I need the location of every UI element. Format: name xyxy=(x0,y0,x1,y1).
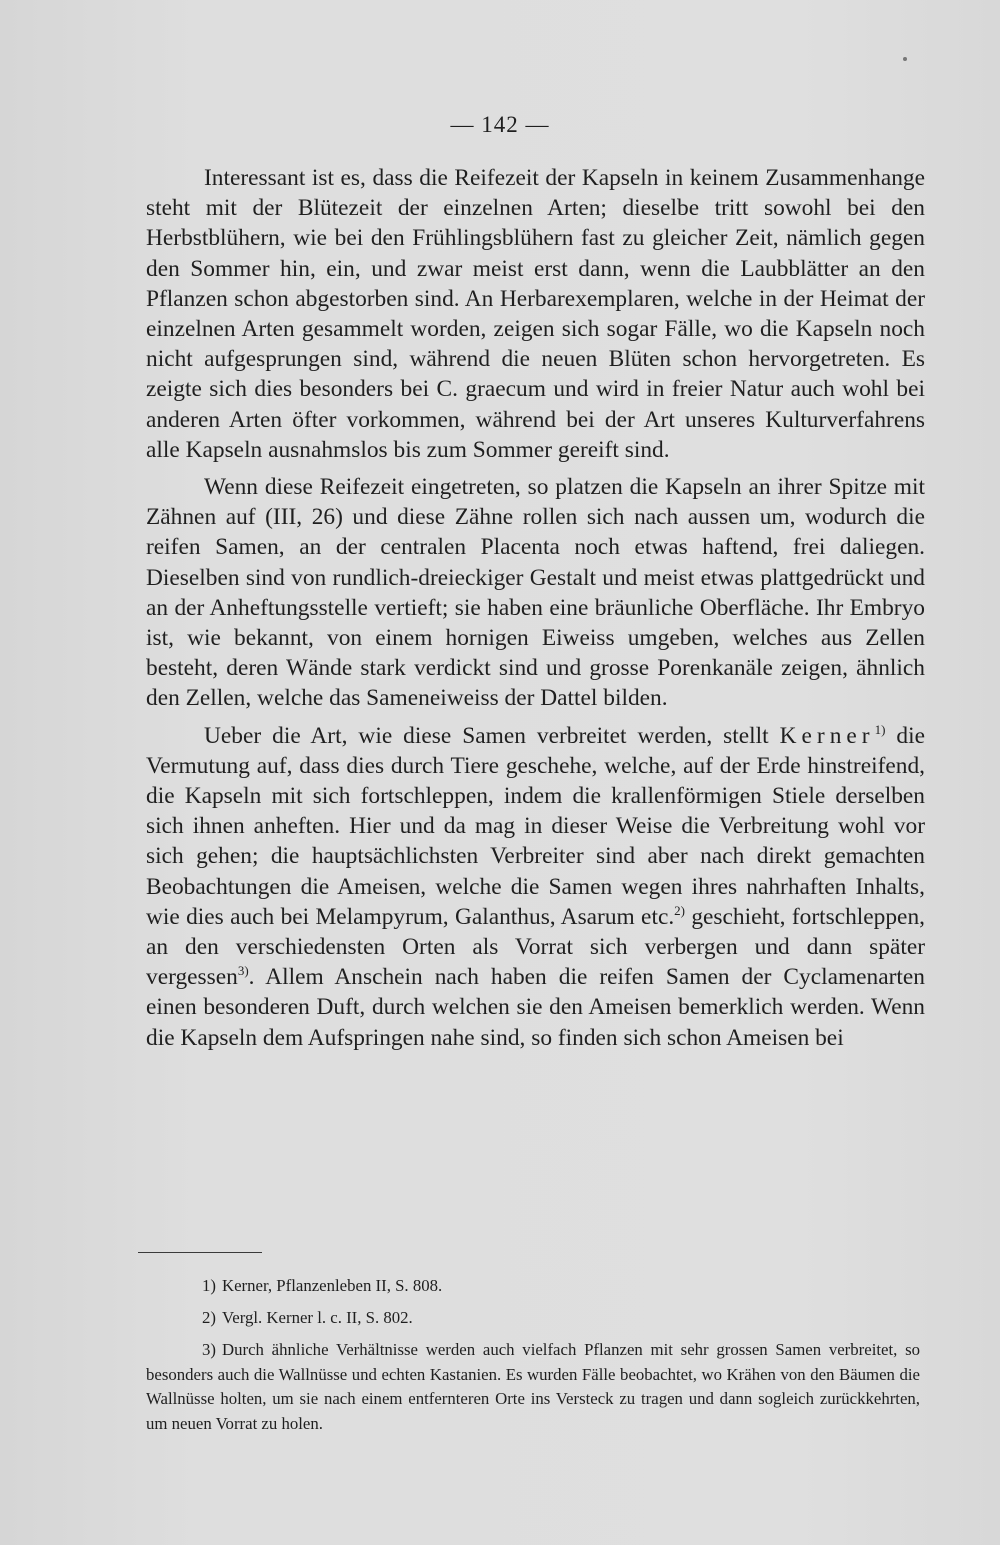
footnote-2 xyxy=(146,1306,920,1331)
paragraph-reifezeit xyxy=(146,163,925,465)
author-name-spaced: Kerner xyxy=(779,722,875,749)
page-number: — 142 — xyxy=(450,112,550,137)
paragraph-text: . Allem Anschein nach haben die reifen Samen der Cyclamenarten einen besonderen Duft, durch welchen sie den Ameisen bemerklich werden. Wenn die Kapseln dem Aufspringen nahe sind, so finden sich schon Ameisen bei xyxy=(146,964,925,1051)
paragraph-kapseln xyxy=(146,472,925,714)
footnote-3 xyxy=(146,1338,920,1436)
footnote-ref-1[interactable]: 1) xyxy=(874,721,886,737)
main-text xyxy=(146,163,925,1053)
paragraph-text: Ueber die Art, wie diese Samen verbreitet werden, stellt xyxy=(204,722,780,749)
paragraph-text: Wenn diese Reifezeit eingetreten, so platzen die Kapseln an ihrer Spitze mit Zähnen auf (III, 26) und diese Zähne rollen sich nach aussen um, wodurch die reifen Samen, an der centralen Placenta noch etwas haftend, frei daliegen. Dieselben sind von rundlich-dreieckiger Gestalt und meist etwas plattgedrückt und an der Anheftungsstelle vertieft; sie haben eine bräunliche Oberfläche. Ihr Embryo ist, wie bekannt, von einem hornigen Eiweiss umgeben, welches aus Zellen besteht, deren Wände stark verdickt sind und grosse Porenkanäle zeigen, ähnlich den Zellen, welche das Sameneiweiss der Dattel bilden. xyxy=(146,474,925,712)
paragraph-text: Interessant ist es, dass die Reifezeit der Kapseln in keinem Zusammenhange steht mit der Blütezeit der einzelnen Arten; dieselbe tritt sowohl bei den Herbstblühern, wie bei den Frühlingsblühern fast zu gleicher Zeit, nämlich gegen den Sommer hin, ein, und zwar meist erst dann, wenn die Laubblätter an den Pflanzen schon abgestorben sind. An Herbarexemplaren, welche in der Heimat der einzelnen Arten gesammelt worden, zeigen sich sogar Fälle, wo die Kapseln noch nicht aufgesprungen sind, während die neuen Blüten schon hervorgetreten. Es zeigte sich dies besonders bei C. graecum und wird in freier Natur auch wohl bei anderen Arten öfter vorkommen, während bei der Art unseres Kulturverfahrens alle Kapseln ausnahmslos bis zum Sommer gereift sind. xyxy=(146,165,925,463)
footnote-mark: 3) xyxy=(202,1340,216,1359)
footnote-text: Kerner, Pflanzenleben II, S. 808. xyxy=(221,1276,443,1295)
paragraph-text: geschieht, fortschleppen, an den verschiedensten Orten als Vorrat sich verbergen und dann später vergessen xyxy=(146,903,925,991)
footnote-mark: 2) xyxy=(202,1307,216,1327)
paragraph-verbreitung xyxy=(146,721,925,1053)
footnote-divider xyxy=(138,1252,262,1253)
footnote-1 xyxy=(146,1274,920,1299)
footnote-mark: 1) xyxy=(202,1276,216,1295)
footnotes xyxy=(146,1274,920,1436)
footnote-ref-3[interactable]: 3) xyxy=(237,963,249,979)
paragraph-text: die Vermutung auf, dass dies durch Tiere geschehe, welche, auf der Erde hinstreifend, die Kapseln mit sich fortschleppen, indem die krallenförmigen Stiele derselben sich ihnen anheften. Hier und da mag in dieser Weise die Verbreitung wohl vor sich gehen; die hauptsächlichsten Verbreiter sind aber nach direkt gemachten Beobachtungen die Ameisen, welche die Samen wegen ihres nahrhaften Inhalts, wie dies auch bei Melampyrum, Galanthus, Asarum etc. xyxy=(146,722,925,930)
footnote-ref-2[interactable]: 2) xyxy=(674,902,686,918)
footnote-text: Durch ähnliche Verhältnisse werden auch vielfach Pflanzen mit sehr grossen Samen verbreitet, so besonders auch die Wallnüsse und echten Kastanien. Es wurden Fälle beobachtet, wo Krähen von den Bäumen die Wallnüsse holten, um sie nach einem entfernteren Orte ins Versteck zu tragen und dann sogleich zurückkehrten, um neuen Vorrat zu holen. xyxy=(146,1340,920,1433)
footnote-text: Vergl. Kerner l. c. II, S. 802. xyxy=(221,1307,413,1327)
print-speck xyxy=(903,57,907,61)
